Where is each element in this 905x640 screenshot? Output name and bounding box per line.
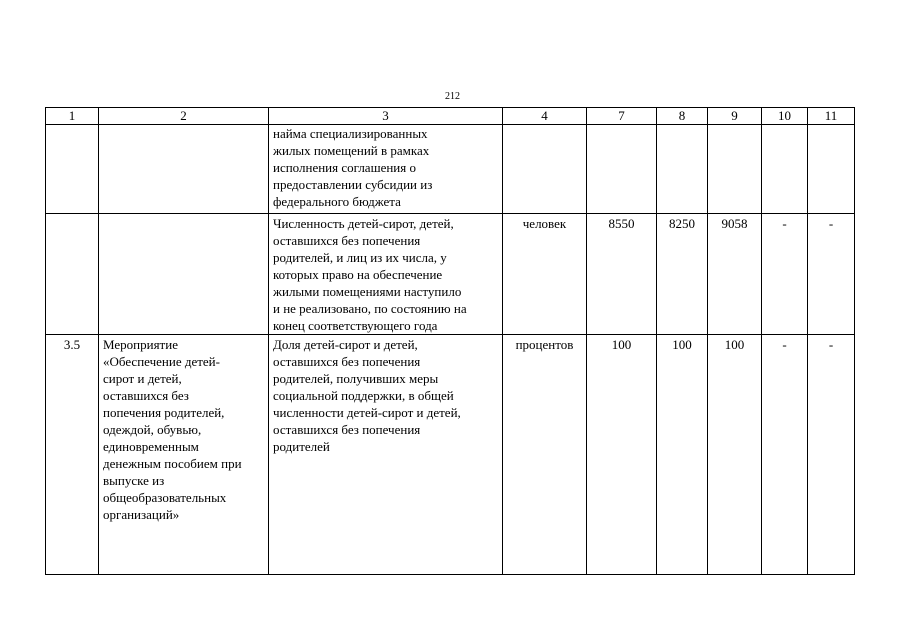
value-cell-11: -	[808, 335, 855, 575]
unit-cell	[503, 125, 587, 214]
row-number-cell	[46, 214, 99, 335]
header-cell: 8	[657, 108, 708, 125]
unit-cell: процентов	[503, 335, 587, 575]
header-cell: 10	[762, 108, 808, 125]
header-cell: 7	[587, 108, 657, 125]
unit-cell: человек	[503, 214, 587, 335]
indicator-cell: Доля детей-сирот и детей, оставшихся без попечения родителей, получивших меры социальной поддержки, в общей численности детей-сирот и детей, оставшихся без попечения родителей	[269, 335, 503, 575]
table-row	[46, 214, 855, 335]
activity-cell: Мероприятие «Обеспечение детей- сирот и детей, оставшихся без попечения родителей, одеждой, обувью, единовременным денежным пособием при выпуске из общеобразовательных организаций»	[99, 335, 269, 575]
table-header-row	[46, 108, 855, 125]
value-cell-9	[708, 125, 762, 214]
value-cell-7: 100	[587, 335, 657, 575]
value-cell-9: 9058	[708, 214, 762, 335]
value-cell-10	[762, 125, 808, 214]
indicator-cell: найма специализированных жилых помещений в рамках исполнения соглашения о предоставлении субсидии из федерального бюджета	[269, 125, 503, 214]
value-cell-10: -	[762, 335, 808, 575]
value-cell-8	[657, 125, 708, 214]
value-cell-11	[808, 125, 855, 214]
header-cell: 1	[46, 108, 99, 125]
header-cell: 2	[99, 108, 269, 125]
page-number: 212	[445, 91, 460, 102]
row-number-cell	[46, 125, 99, 214]
header-cell: 3	[269, 108, 503, 125]
indicator-cell: Численность детей-сирот, детей, оставшихся без попечения родителей, и лиц из их числа, у которых право на обеспечение жилыми помещениями наступило и не реализовано, по состоянию на конец соответствующего года	[269, 214, 503, 335]
value-cell-9: 100	[708, 335, 762, 575]
header-cell: 4	[503, 108, 587, 125]
value-cell-11: -	[808, 214, 855, 335]
activity-cell	[99, 125, 269, 214]
value-cell-10: -	[762, 214, 808, 335]
table-row	[46, 335, 855, 575]
row-number-cell: 3.5	[46, 335, 99, 575]
activity-cell	[99, 214, 269, 335]
indicators-table	[45, 107, 855, 575]
value-cell-7: 8550	[587, 214, 657, 335]
header-cell: 11	[808, 108, 855, 125]
value-cell-7	[587, 125, 657, 214]
table-row	[46, 125, 855, 214]
header-cell: 9	[708, 108, 762, 125]
value-cell-8: 8250	[657, 214, 708, 335]
value-cell-8: 100	[657, 335, 708, 575]
